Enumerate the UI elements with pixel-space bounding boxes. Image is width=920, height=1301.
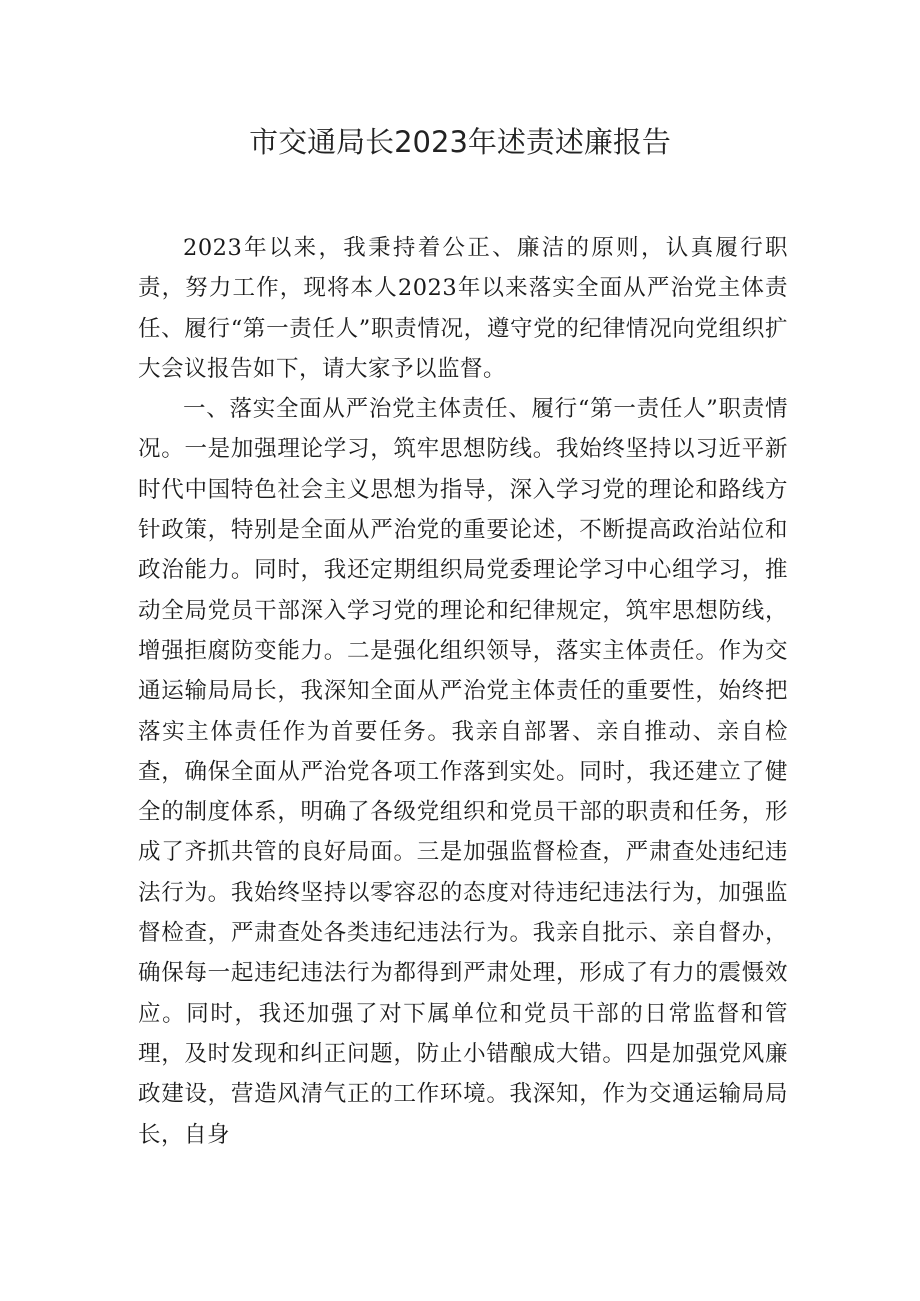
document-body [138, 228, 788, 1155]
paragraph-section-one: 一、落实全面从严治党主体责任、履行“第一责任人”职责情况。一是加强理论学习，筑牢思想防线。我始终坚持以习近平新时代中国特色社会主义思想为指导，深入学习党的理论和路线方针政策，特别是全面从严治党的重要论述，不断提高政治站位和政治能力。同时，我还定期组织局党委理论学习中心组学习，推动全局党员干部深入学习党的理论和纪律规定，筑牢思想防线，增强拒腐防变能力。二是强化组织领导，落实主体责任。作为交通运输局局长，我深知全面从严治党主体责任的重要性，始终把落实主体责任作为首要任务。我亲自部署、亲自推动、亲自检查，确保全面从严治党各项工作落到实处。同时，我还建立了健全的制度体系，明确了各级党组织和党员干部的职责和任务，形成了齐抓共管的良好局面。三是加强监督检查，严肃查处违纪违法行为。我始终坚持以零容忍的态度对待违纪违法行为，加强监督检查，严肃查处各类违纪违法行为。我亲自批示、亲自督办，确保每一起违纪违法行为都得到严肃处理，形成了有力的震慑效应。同时，我还加强了对下属单位和党员干部的日常监督和管理，及时发现和纠正问题，防止小错酿成大错。四是加强党风廉政建设，营造风清气正的工作环境。我深知，作为交通运输局局长，自身 [138, 396, 788, 1148]
document-title: 市交通局长2023年述责述廉报告 [249, 125, 671, 159]
paragraph-intro: 2023年以来，我秉持着公正、廉洁的原则，认真履行职责，努力工作，现将本人2023年以来落实全面从严治党主体责任、履行“第一责任人”职责情况，遵守党的纪律情况向党组织扩大会议报告如下，请大家予以监督。 [138, 235, 788, 382]
